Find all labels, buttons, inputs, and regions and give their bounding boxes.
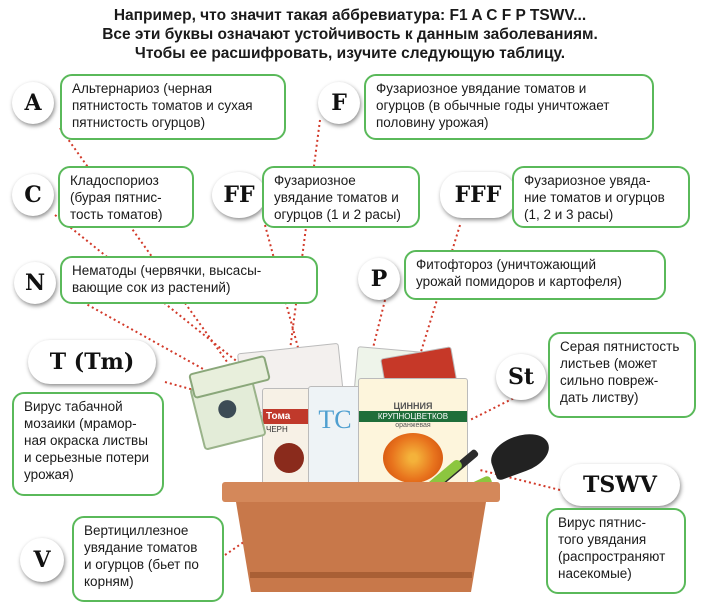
entry-St-line-3: сильно повреж- [560, 373, 659, 388]
entry-St-line-4: дать листву) [560, 390, 639, 405]
entry-St-line-2: листьев (может [560, 356, 658, 371]
badge-N-text: N [24, 270, 46, 296]
planter-band [250, 572, 472, 578]
entry-T-line-2: мозаики (мрамор- [24, 416, 137, 431]
badge-St-text: St [507, 364, 535, 390]
entry-P-line-1: Фитофтороз (уничтожающий [416, 257, 597, 272]
entry-N [60, 256, 318, 304]
entry-A-line-1: Альтернариоз (черная [72, 81, 213, 96]
entry-TSWV-line-2: того увядания [558, 532, 647, 547]
planter-body [236, 502, 486, 592]
zinnia-label-3: оранжевая [395, 422, 431, 429]
entry-TSWV-line-3: (распространяют [558, 549, 666, 564]
badge-P [358, 258, 400, 300]
entry-N-line-2: вающие сок из растений) [72, 280, 231, 295]
tc-packet-label: ТС [318, 405, 352, 434]
entry-FF [262, 166, 420, 228]
entry-FFF-line-2: ние томатов и огурцов [524, 190, 665, 205]
entry-FFF-line-1: Фузариозное увяда- [524, 173, 651, 188]
entry-C-line-1: Кладоспориоз [70, 173, 159, 188]
planter-pot [222, 482, 500, 592]
badge-F-text: F [331, 90, 347, 116]
zinnia-flower-image [383, 433, 443, 483]
seed-packet-zinnia [358, 378, 468, 498]
badge-C [12, 174, 54, 216]
entry-T-line-4: и серьезные потери [24, 450, 150, 465]
badge-FFF-text: FFF [454, 182, 502, 208]
entry-St [548, 332, 696, 418]
badge-V-text: V [33, 547, 51, 573]
entry-A-line-3: пятнистость огурцов) [72, 115, 206, 130]
entry-TSWV [546, 508, 686, 594]
planter-rim [222, 482, 500, 502]
badge-TSWV [560, 464, 680, 506]
entry-V [72, 516, 224, 602]
badge-St [496, 354, 546, 400]
badge-TSWV-text: TSWV [582, 472, 658, 498]
badge-T-Tm [28, 340, 156, 384]
badge-FF [212, 172, 266, 218]
tomato-packet-label: Тома [263, 409, 315, 424]
line-F [290, 120, 320, 350]
tomato-packet-label-2: ЧЕРН [266, 425, 288, 434]
entry-T-line-5: урожая) [24, 467, 74, 482]
entry-T-line-1: Вирус табачной [24, 399, 123, 414]
badge-A-text: A [24, 90, 42, 116]
badge-F [318, 82, 360, 124]
entry-C-line-2: (бурая пятнис- [70, 190, 162, 205]
entry-TSWV-line-1: Вирус пятнис- [558, 515, 647, 530]
entry-C-line-3: тость томатов) [70, 207, 163, 222]
entry-C [58, 166, 194, 228]
entry-F-line-3: половину урожая) [376, 115, 489, 130]
entry-A-line-2: пятнистость томатов и сухая [72, 98, 253, 113]
birdhouse-hole [216, 398, 238, 420]
badge-FFF [440, 172, 516, 218]
header-line-1: Например, что значит такая аббревиатура: F1 A C F P TSWV... [113, 7, 587, 24]
entry-V-line-2: увядание томатов [84, 540, 198, 555]
zinnia-label: ЦИННИЯ [393, 401, 433, 411]
entry-A [60, 74, 286, 140]
zinnia-label-2: КРУПНОЦВЕТКОВ [359, 411, 467, 422]
entry-T [12, 392, 164, 496]
entry-F [364, 74, 654, 140]
badge-A [12, 82, 54, 124]
entry-FF-line-2: увядание томатов и [274, 190, 399, 205]
entry-St-line-1: Серая пятнистость [560, 339, 680, 354]
entry-N-line-1: Нематоды (червячки, высасы- [72, 263, 262, 278]
badge-V [20, 538, 64, 582]
badge-C-text: C [24, 182, 42, 208]
entry-FF-line-3: огурцов (1 и 2 расы) [274, 207, 401, 222]
entry-FF-line-1: Фузариозное [274, 173, 356, 188]
entry-TSWV-line-4: насекомые) [558, 566, 632, 581]
tomato-image [274, 443, 304, 473]
entry-V-line-1: Вертициллезное [84, 523, 189, 538]
entry-F-line-1: Фузариозное увядание томатов и [376, 81, 587, 96]
entry-FFF [512, 166, 690, 228]
entry-V-line-4: корням) [84, 574, 134, 589]
entry-V-line-3: и огурцов (бьет по [84, 557, 199, 572]
header-line-2: Все эти буквы означают устойчивость к данным заболеваниям. [102, 26, 598, 43]
badge-N [14, 262, 56, 304]
entry-P [404, 250, 666, 300]
badge-T-Tm-text: T (Tm) [49, 349, 135, 375]
badge-P-text: P [370, 266, 388, 292]
header-line-3: Чтобы ее расшифровать, изучите следующую таблицу. [134, 45, 566, 62]
entry-FFF-line-3: (1, 2 и 3 расы) [524, 207, 614, 222]
entry-F-line-2: огурцов (в обычные годы уничтожает [376, 98, 610, 113]
badge-FF-text: FF [223, 182, 255, 208]
entry-T-line-3: ная окраска листвы [24, 433, 148, 448]
entry-P-line-2: урожай помидоров и картофеля) [416, 274, 622, 289]
